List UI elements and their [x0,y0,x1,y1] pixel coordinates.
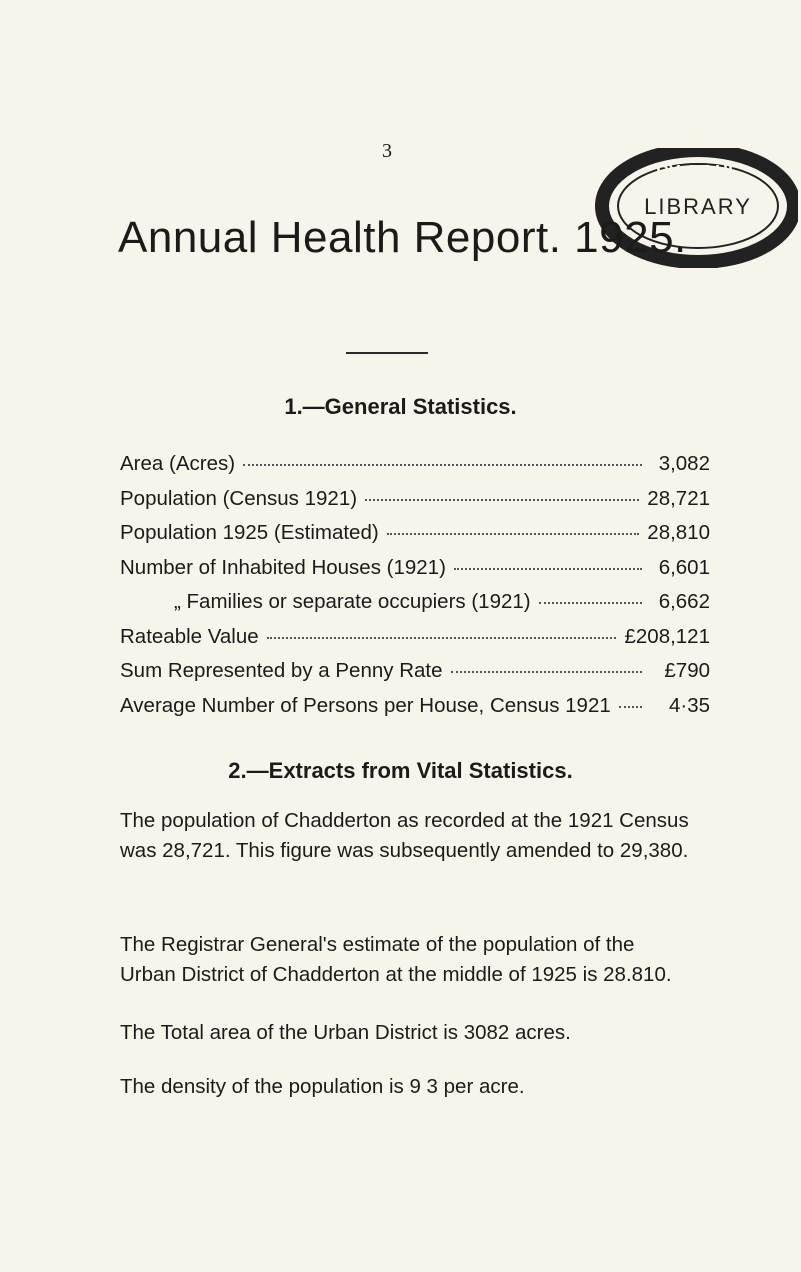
title-rule [346,352,428,354]
stat-row [120,625,710,660]
stat-value: 28,721 [647,486,710,510]
stat-label: Population (Census 1921) [120,486,358,510]
dot-leader [267,637,617,639]
stat-value: 6,662 [658,590,710,613]
stat-label: Rateable Value [120,624,259,648]
stat-value: £790 [664,659,710,682]
stat-label: „ Families or separate occupiers (1921) [174,590,531,613]
page-number: 3 [382,140,392,162]
paragraph-area: The Total area of the Urban District is 3082 acres. [120,1021,571,1044]
section2-heading: 2.—Extracts from Vital Statistics. [228,758,573,783]
stat-value: £208,121 [624,624,710,648]
stat-label: Sum Represented by a Penny Rate [120,659,443,682]
stat-value: 4·35 [668,693,710,717]
report-title: Annual Health Report. 1925. [118,213,687,262]
section1-heading: 1.—General Statistics. [284,394,517,419]
stat-value: 28,810 [647,521,710,544]
stat-label: Number of Inhabited Houses (1921) [120,555,446,579]
paragraph-estimate: The Registrar General's estimate of the population of the Urban District of Chadderton at the middle of 1925 is 28.810. [120,933,672,986]
stat-value: 3,082 [658,452,710,475]
stat-row [120,487,710,522]
stat-label: Population 1925 (Estimated) [120,521,379,544]
stat-row [120,452,710,487]
paragraph-density: The density of the population is 9 3 per acre. [120,1075,525,1098]
dot-leader [619,706,642,708]
stat-row [120,659,710,694]
dot-leader [365,499,639,501]
stat-row [120,590,710,625]
stat-label: Area (Acres) [120,452,236,475]
dot-leader [243,464,642,466]
dot-leader [387,533,640,535]
stamp-top-text: RY OF HE [655,162,741,182]
stat-value: 6,601 [658,555,710,579]
stat-row [120,556,710,591]
dot-leader [454,568,642,570]
stat-label: Average Number of Persons per House, Census 1921 [120,693,611,717]
stamp-middle-text: LIBRARY [644,194,752,219]
stat-row [120,694,710,729]
paragraph-population: The population of Chadderton as recorded at the 1921 Census was 28,721. This figure was subsequently amended to 29,380. [120,809,689,862]
dot-leader [451,671,643,673]
stat-row [120,521,710,556]
dot-leader [539,602,642,604]
general-statistics-list [120,452,710,728]
